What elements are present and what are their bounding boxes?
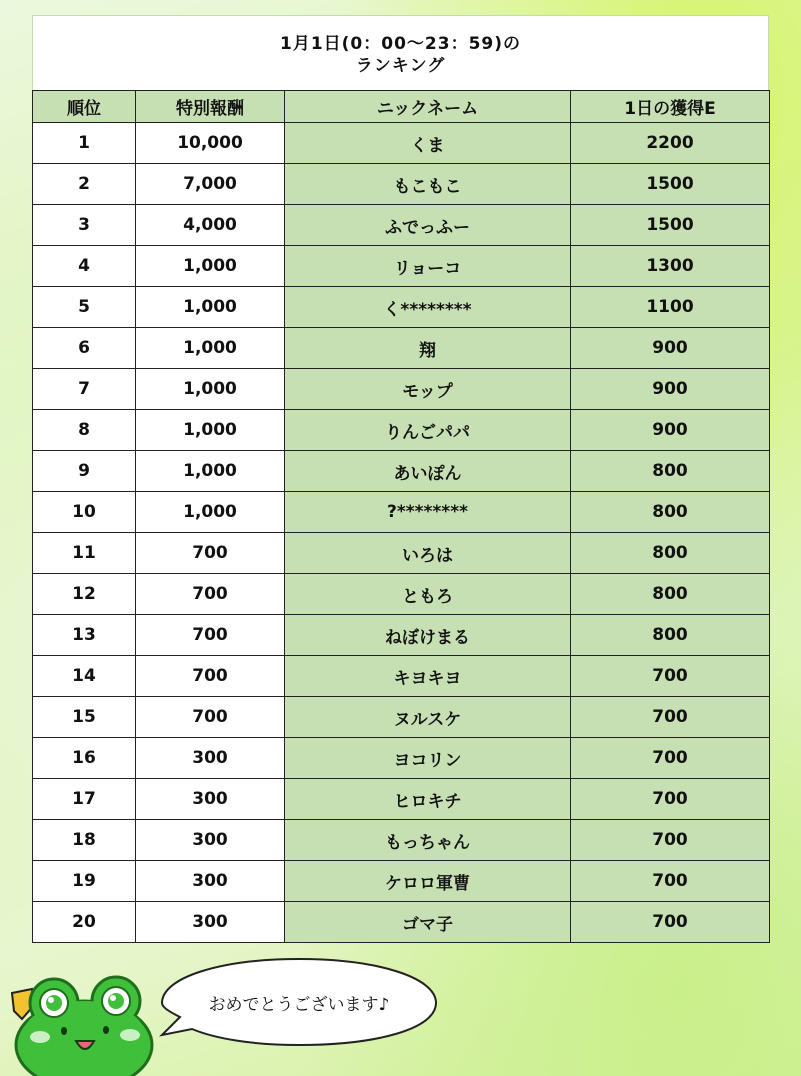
ranking-body — [33, 123, 770, 943]
rank-cell: 14 — [33, 656, 136, 697]
reward-cell: 300 — [136, 820, 285, 861]
rank-cell: 13 — [33, 615, 136, 656]
nickname-cell: いろは — [285, 533, 571, 574]
nickname-cell: キヨキヨ — [285, 656, 571, 697]
points-cell: 800 — [571, 615, 770, 656]
reward-cell: 300 — [136, 738, 285, 779]
table-row — [33, 410, 770, 451]
reward-cell: 1,000 — [136, 369, 285, 410]
table-row — [33, 123, 770, 164]
points-cell: 700 — [571, 697, 770, 738]
rank-cell: 12 — [33, 574, 136, 615]
table-row — [33, 615, 770, 656]
table-row — [33, 246, 770, 287]
nickname-cell: もっちゃん — [285, 820, 571, 861]
ranking-board — [32, 15, 769, 943]
ranking-title — [32, 15, 769, 90]
points-cell: 700 — [571, 656, 770, 697]
nickname-cell: もこもこ — [285, 164, 571, 205]
points-cell: 800 — [571, 533, 770, 574]
points-cell: 1500 — [571, 205, 770, 246]
table-row — [33, 205, 770, 246]
table-row — [33, 287, 770, 328]
rank-cell: 19 — [33, 861, 136, 902]
table-row — [33, 902, 770, 943]
reward-cell: 1,000 — [136, 246, 285, 287]
frog-mascot-icon — [4, 975, 154, 1076]
nickname-cell: ヒロキチ — [285, 779, 571, 820]
points-cell: 700 — [571, 738, 770, 779]
nickname-cell: ふでっふー — [285, 205, 571, 246]
reward-cell: 700 — [136, 533, 285, 574]
rank-cell: 5 — [33, 287, 136, 328]
rank-cell: 1 — [33, 123, 136, 164]
nickname-cell: 翔 — [285, 328, 571, 369]
table-row — [33, 533, 770, 574]
points-cell: 900 — [571, 328, 770, 369]
reward-cell: 7,000 — [136, 164, 285, 205]
table-row — [33, 656, 770, 697]
rank-cell: 9 — [33, 451, 136, 492]
nickname-cell: モップ — [285, 369, 571, 410]
reward-cell: 700 — [136, 615, 285, 656]
nickname-cell: く******** — [285, 287, 571, 328]
points-cell: 1500 — [571, 164, 770, 205]
points-cell: 900 — [571, 369, 770, 410]
reward-cell: 1,000 — [136, 287, 285, 328]
points-cell: 1100 — [571, 287, 770, 328]
reward-cell: 1,000 — [136, 451, 285, 492]
reward-cell: 1,000 — [136, 328, 285, 369]
rank-cell: 11 — [33, 533, 136, 574]
points-cell: 700 — [571, 902, 770, 943]
header-rank: 順位 — [33, 91, 136, 123]
congrats-message: おめでとうございます♪ — [208, 994, 390, 1015]
reward-cell: 700 — [136, 697, 285, 738]
points-cell: 700 — [571, 820, 770, 861]
table-row — [33, 492, 770, 533]
reward-cell: 4,000 — [136, 205, 285, 246]
table-row — [33, 369, 770, 410]
points-cell: 700 — [571, 861, 770, 902]
reward-cell: 10,000 — [136, 123, 285, 164]
table-row — [33, 820, 770, 861]
points-cell: 700 — [571, 779, 770, 820]
rank-cell: 20 — [33, 902, 136, 943]
rank-cell: 16 — [33, 738, 136, 779]
table-row — [33, 574, 770, 615]
table-row — [33, 697, 770, 738]
nickname-cell: ヌルスケ — [285, 697, 571, 738]
points-cell: 800 — [571, 451, 770, 492]
ranking-table — [32, 90, 770, 943]
ranking-title-line1: 1月1日(0：00～23：59)の — [280, 34, 521, 54]
rank-cell: 4 — [33, 246, 136, 287]
nickname-cell: あいぽん — [285, 451, 571, 492]
points-cell: 800 — [571, 492, 770, 533]
nickname-cell: ともろ — [285, 574, 571, 615]
header-reward: 特別報酬 — [136, 91, 285, 123]
rank-cell: 6 — [33, 328, 136, 369]
points-cell: 1300 — [571, 246, 770, 287]
ranking-title-line2: ランキング — [355, 56, 446, 76]
nickname-cell: ?******** — [285, 492, 571, 533]
points-cell: 800 — [571, 574, 770, 615]
nickname-cell: りんごパパ — [285, 410, 571, 451]
table-row — [33, 779, 770, 820]
reward-cell: 300 — [136, 779, 285, 820]
nickname-cell: ヨコリン — [285, 738, 571, 779]
rank-cell: 17 — [33, 779, 136, 820]
reward-cell: 300 — [136, 861, 285, 902]
table-row — [33, 861, 770, 902]
reward-cell: 1,000 — [136, 410, 285, 451]
reward-cell: 700 — [136, 656, 285, 697]
rank-cell: 2 — [33, 164, 136, 205]
rank-cell: 8 — [33, 410, 136, 451]
reward-cell: 300 — [136, 902, 285, 943]
rank-cell: 3 — [33, 205, 136, 246]
nickname-cell: ねぼけまる — [285, 615, 571, 656]
table-row — [33, 164, 770, 205]
table-row — [33, 738, 770, 779]
rank-cell: 10 — [33, 492, 136, 533]
points-cell: 2200 — [571, 123, 770, 164]
rank-cell: 7 — [33, 369, 136, 410]
rank-cell: 15 — [33, 697, 136, 738]
reward-cell: 1,000 — [136, 492, 285, 533]
nickname-cell: くま — [285, 123, 571, 164]
ranking-header-row — [33, 91, 770, 123]
table-row — [33, 328, 770, 369]
rank-cell: 18 — [33, 820, 136, 861]
header-points: 1日の獲得E — [571, 91, 770, 123]
nickname-cell: ゴマ子 — [285, 902, 571, 943]
points-cell: 900 — [571, 410, 770, 451]
header-nickname: ニックネーム — [285, 91, 571, 123]
nickname-cell: リョーコ — [285, 246, 571, 287]
reward-cell: 700 — [136, 574, 285, 615]
table-row — [33, 451, 770, 492]
nickname-cell: ケロロ軍曹 — [285, 861, 571, 902]
